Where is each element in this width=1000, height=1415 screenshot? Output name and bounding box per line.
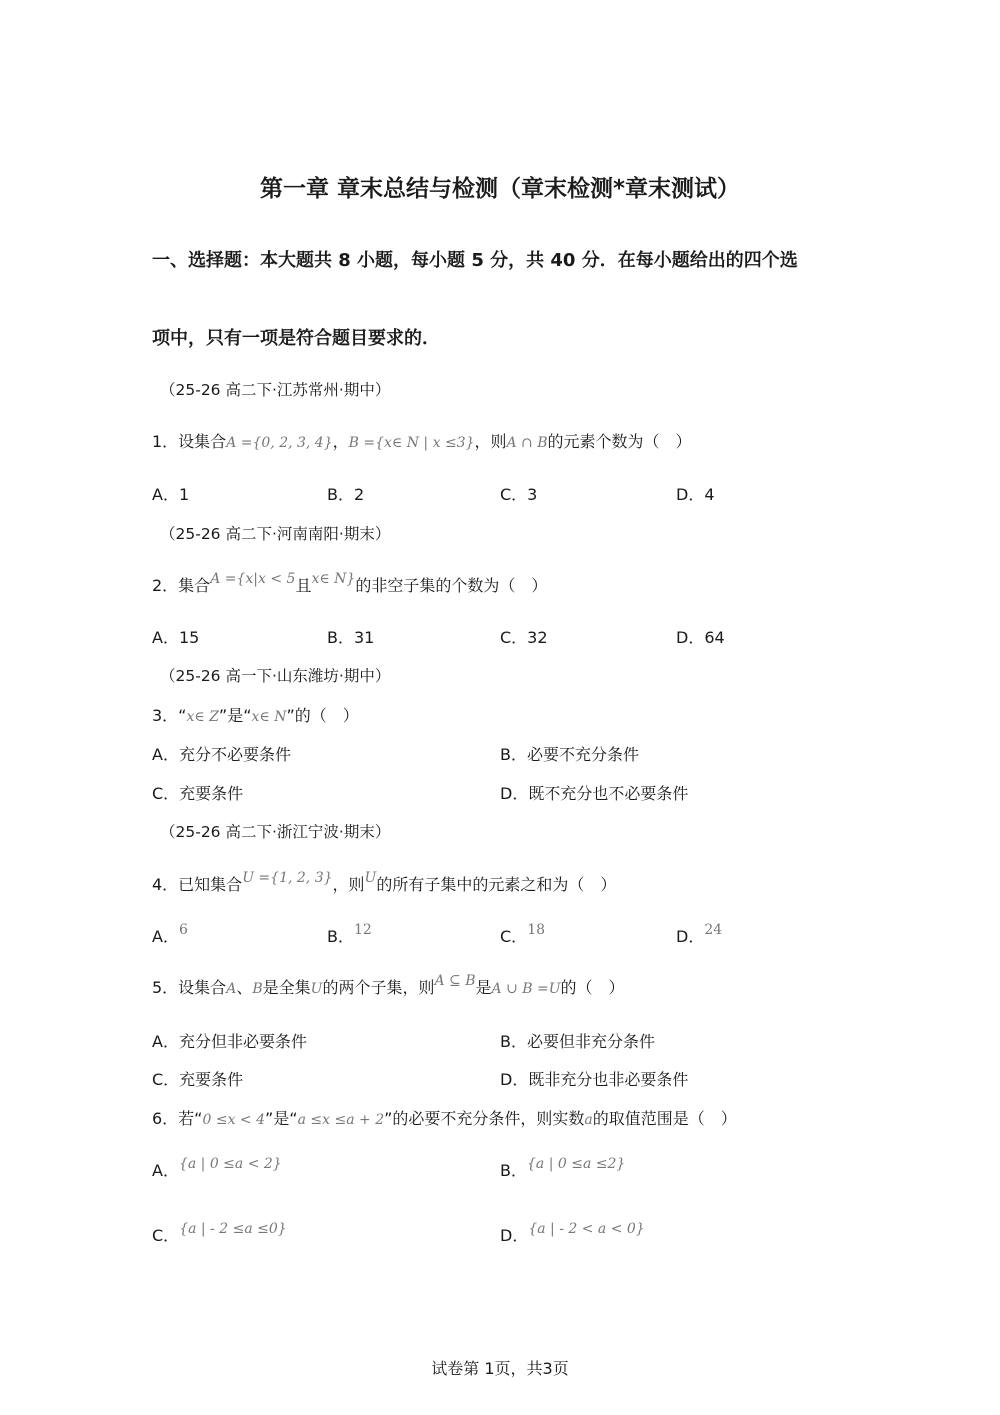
question-4-option-b — [327, 924, 372, 947]
section-heading-line1: 一、选择题：本大题共 8 小题，每小题 5 分，共 40 分．在每小题给出的四个选 — [152, 250, 798, 271]
question-6-option-c — [152, 1223, 287, 1246]
question-3-math-z: x∈ Z — [186, 709, 219, 725]
question-3-suffix: ”的（ ） — [286, 706, 359, 725]
question-6-option-d-value: {a | - 2 < a < 0} — [528, 1221, 645, 1237]
question-2-source: （25-26 高二下·河南南阳·期末） — [160, 525, 391, 543]
question-6-suffix: 的取值范围是（ ） — [592, 1109, 737, 1128]
question-3-source: （25-26 高一下·山东潍坊·期中） — [160, 667, 391, 685]
question-6-option-d — [500, 1223, 645, 1246]
question-2-suffix: 的非空子集的个数为（ ） — [355, 576, 548, 595]
question-6-mid: ”是“ — [265, 1109, 298, 1128]
question-5-sep3: 的两个子集，则 — [322, 978, 435, 997]
section-heading-line2: 项中，只有一项是符合题目要求的． — [152, 328, 440, 349]
question-5-sep1: 、 — [236, 978, 253, 997]
question-2-mid: 且 — [295, 576, 312, 595]
question-5-math-union: A ∪ B =U — [491, 981, 561, 997]
question-3-option-c: C．充要条件 — [152, 784, 244, 803]
question-4-mid: ，则 — [332, 875, 365, 894]
question-2-option-c: C．32 — [500, 628, 548, 647]
question-4-option-a-label: A． — [152, 927, 179, 946]
question-4-math-set-u: U ={1, 2, 3} — [242, 870, 333, 886]
question-2-option-d: D．64 — [676, 628, 725, 647]
question-1-math-set-b: B ={x∈ N | x ≤3} — [348, 435, 475, 451]
question-5-sep2: 是全集 — [262, 978, 311, 997]
question-5-math-subset: A ⊆ B — [434, 973, 476, 989]
question-2-stem — [152, 573, 547, 596]
question-3-prefix: 3．“ — [152, 706, 187, 725]
question-5-stem — [152, 975, 625, 998]
question-1-mid: ，则 — [474, 432, 507, 451]
question-4-suffix: 的所有子集中的元素之和为（ ） — [376, 875, 617, 894]
question-6-option-b — [500, 1158, 625, 1181]
question-1-option-c: C．3 — [500, 485, 538, 504]
question-6-stem — [152, 1106, 737, 1129]
question-1-suffix: 的元素个数为（ ） — [547, 432, 692, 451]
question-6-option-d-label: D． — [500, 1226, 529, 1245]
question-5-option-d: D．既非充分也非必要条件 — [500, 1070, 689, 1089]
question-6-option-c-label: C． — [152, 1226, 180, 1245]
question-6-prefix: 6．若“ — [152, 1109, 203, 1128]
question-2-math-set-a: A ={x|x < 5 — [210, 571, 296, 587]
question-5-prefix: 5．设集合 — [152, 978, 227, 997]
question-4-stem — [152, 872, 616, 895]
question-5-option-a: A．充分但非必要条件 — [152, 1032, 307, 1051]
question-5-option-c: C．充要条件 — [152, 1070, 244, 1089]
question-4-option-b-label: B． — [327, 927, 354, 946]
question-6-option-c-value: {a | - 2 ≤a ≤0} — [179, 1221, 287, 1237]
question-4-prefix: 4．已知集合 — [152, 875, 243, 894]
question-4-option-a — [152, 924, 188, 947]
question-2-math-condition: x∈ N} — [311, 571, 356, 587]
page-footer: 试卷第 1页，共3页 — [431, 1359, 569, 1378]
question-1-math-intersection: A ∩ B — [506, 435, 548, 451]
question-3-math-n: x∈ N — [251, 709, 287, 725]
question-6-mid2: ”的必要不充分条件，则实数 — [384, 1109, 585, 1128]
question-5-sep4: 是 — [475, 978, 492, 997]
page-title: 第一章 章末总结与检测（章末检测*章末测试） — [259, 176, 741, 202]
question-3-option-d: D．既不充分也不必要条件 — [500, 784, 689, 803]
question-2-option-b: B．31 — [327, 628, 375, 647]
question-1-option-d: D．4 — [676, 485, 715, 504]
question-4-option-b-value: 12 — [353, 922, 372, 938]
question-2-option-a: A．15 — [152, 628, 200, 647]
question-5-math-b: B — [252, 981, 263, 997]
question-4-option-c — [500, 924, 545, 947]
question-6-option-a-value: {a | 0 ≤a < 2} — [178, 1156, 282, 1172]
question-6-option-b-label: B． — [500, 1161, 527, 1180]
question-4-option-d-label: D． — [676, 927, 705, 946]
question-4-option-a-value: 6 — [178, 922, 188, 938]
question-3-option-b: B．必要不充分条件 — [500, 745, 639, 764]
question-1-stem — [152, 429, 692, 452]
question-6-option-b-value: {a | 0 ≤a ≤2} — [526, 1156, 626, 1172]
question-4-option-c-label: C． — [500, 927, 528, 946]
question-3-option-a: A．充分不必要条件 — [152, 745, 291, 764]
question-6-option-a-label: A． — [152, 1161, 179, 1180]
question-4-option-d-value: 24 — [704, 922, 723, 938]
question-4-math-u: U — [364, 870, 377, 886]
question-5-suffix: 的（ ） — [560, 978, 625, 997]
question-6-math-range-a: a ≤x ≤a + 2 — [297, 1112, 385, 1128]
question-1-option-a: A．1 — [152, 485, 190, 504]
question-5-math-u: U — [310, 981, 323, 997]
question-1-source: （25-26 高二下·江苏常州·期中） — [160, 381, 391, 399]
question-4-source: （25-26 高二下·浙江宁波·期末） — [160, 823, 391, 841]
question-3-stem — [152, 703, 359, 726]
question-5-math-a: A — [226, 981, 237, 997]
question-2-prefix: 2．集合 — [152, 576, 211, 595]
question-4-option-c-value: 18 — [527, 922, 546, 938]
question-6-math-a: a — [584, 1112, 593, 1128]
question-6-math-range-x: 0 ≤x < 4 — [202, 1112, 266, 1128]
question-1-separator: ， — [332, 432, 349, 451]
question-1-prefix: 1．设集合 — [152, 432, 227, 451]
question-6-option-a — [152, 1158, 282, 1181]
question-1-math-set-a: A ={0, 2, 3, 4} — [226, 435, 333, 451]
question-5-option-b: B．必要但非充分条件 — [500, 1032, 655, 1051]
question-1-option-b: B．2 — [327, 485, 365, 504]
question-3-mid: ”是“ — [218, 706, 252, 725]
question-4-option-d — [676, 924, 722, 947]
